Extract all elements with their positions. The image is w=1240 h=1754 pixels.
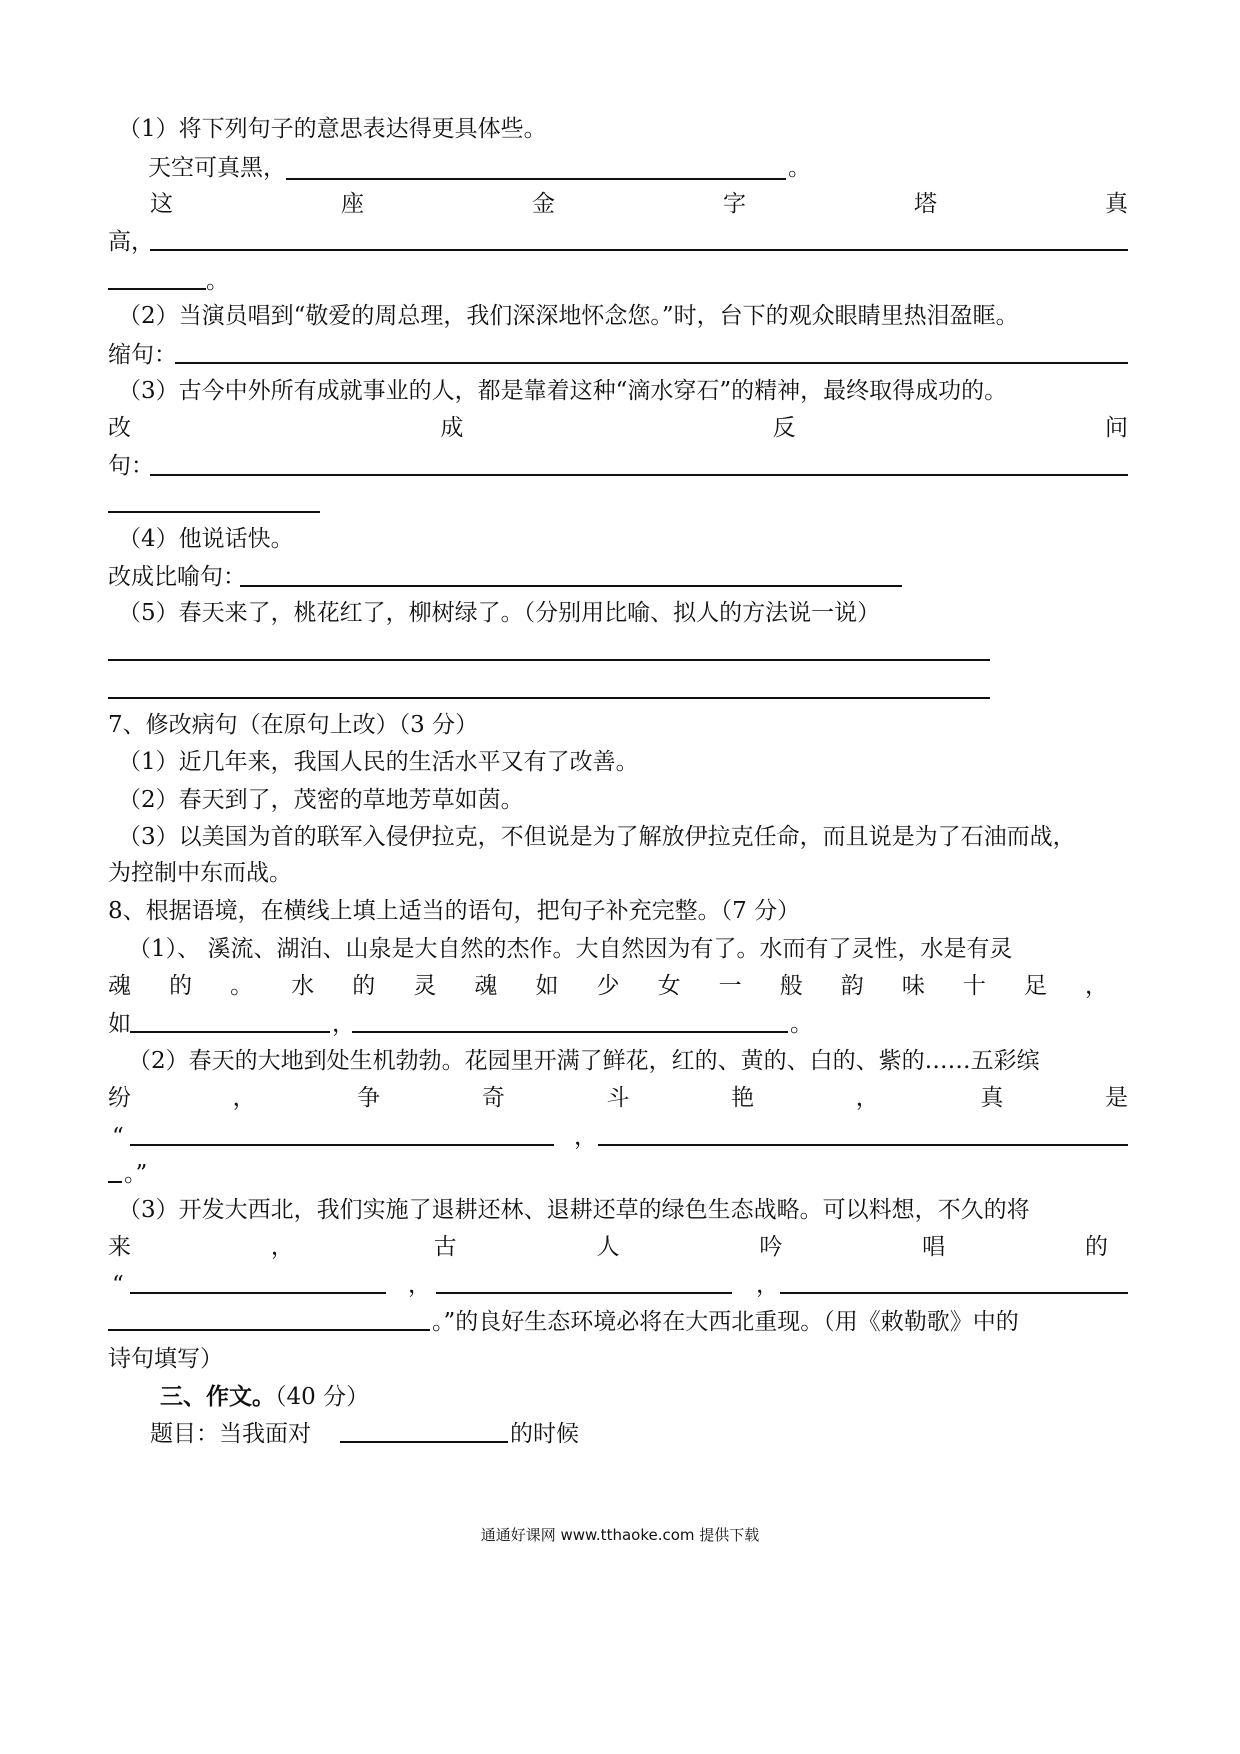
s8-q3-spread-line xyxy=(108,1232,1108,1262)
s8-q2-comma: ， xyxy=(574,1124,597,1150)
s8-title: 8、根据语境，在横线上填上适当的语句，把句子补充完整。（7 分） xyxy=(108,898,801,924)
char: 艳 xyxy=(731,1085,755,1111)
s8-q2-answer-line-2[interactable] xyxy=(598,1144,1128,1146)
footer-text: 通通好课网 www.tthaoke.com 提供下载 xyxy=(480,1526,760,1544)
char: 争 xyxy=(357,1085,381,1111)
topic-prefix: 题目：当我面对 xyxy=(150,1421,311,1447)
q1-b-answer-line-cont[interactable] xyxy=(108,288,206,290)
s8-q1-answer-line-2[interactable] xyxy=(352,1031,788,1033)
q1-a-answer-line[interactable] xyxy=(286,178,786,180)
s8-q2-answer-line-1[interactable] xyxy=(130,1144,554,1146)
s8-q3-answer-line-2[interactable] xyxy=(436,1292,732,1294)
char: 斗 xyxy=(606,1085,630,1111)
s8-q1-answer-line-1[interactable] xyxy=(130,1031,330,1033)
char: 魂 xyxy=(474,973,498,999)
char: 的 xyxy=(1084,1234,1108,1260)
s8-q2-end: 。” xyxy=(124,1161,148,1187)
char: ， xyxy=(855,1085,879,1111)
char: 十 xyxy=(962,973,986,999)
q4-title: （4）他说话快。 xyxy=(118,526,294,552)
char: 。 xyxy=(230,973,254,999)
char: 水 xyxy=(291,973,315,999)
q1-a-prefix: 天空可真黑， xyxy=(148,155,286,181)
char: 少 xyxy=(596,973,620,999)
section-score: （40 分） xyxy=(275,1384,370,1410)
q3-title: （3）古今中外所有成就事业的人，都是靠着这种“滴水穿石”的精神，最终取得成功的。 xyxy=(118,378,1008,404)
s8-q1-prefix: 如 xyxy=(108,1011,131,1037)
char: 真 xyxy=(1105,191,1128,217)
q5-title: （5）春天来了，桃花红了，柳树绿了。（分别用比喻、拟人的方法说一说） xyxy=(118,600,881,626)
char: 韵 xyxy=(840,973,864,999)
s8-q3-comma-2: ， xyxy=(756,1272,779,1298)
char: 改 xyxy=(108,415,131,441)
s8-q3-answer-line-3[interactable] xyxy=(780,1292,1128,1294)
q1-b-spread-line xyxy=(150,189,1128,219)
s8-q3-last: 诗句填写） xyxy=(108,1346,223,1372)
q2-label: 缩句： xyxy=(108,342,177,368)
s8-q1-line1: （1）、 溪流、湖泊、山泉是大自然的杰作。大自然因为有了。水而有了灵性，水是有灵 xyxy=(128,936,1013,962)
q2-answer-line[interactable] xyxy=(175,362,1128,364)
q3-answer-line-cont[interactable] xyxy=(108,511,320,513)
q2-title: （2）当演员唱到“敬爱的周总理，我们深深地怀念您。”时，台下的观众眼睛里热泪盈眶。 xyxy=(118,303,1019,329)
char: 魂 xyxy=(108,973,131,999)
char: 一 xyxy=(718,973,742,999)
char: 般 xyxy=(779,973,803,999)
section-heading-text: 三、作文。 xyxy=(160,1383,275,1410)
s8-q2-spread-line xyxy=(108,1083,1128,1113)
s7-item-1: （1）近几年来，我国人民的生活水平又有了改善。 xyxy=(118,749,639,775)
s8-q1-spread-line xyxy=(108,971,1108,1001)
q1-b-answer-line[interactable] xyxy=(150,249,1128,251)
char: 这 xyxy=(150,191,173,217)
char: 成 xyxy=(440,415,464,441)
char: 如 xyxy=(535,973,559,999)
q1-b-end: 。 xyxy=(206,268,229,294)
s8-q3-answer-line-1[interactable] xyxy=(130,1292,386,1294)
q1-a-end: 。 xyxy=(788,155,811,181)
char: ， xyxy=(232,1085,256,1111)
char: 是 xyxy=(1105,1085,1128,1111)
char: 唱 xyxy=(922,1234,946,1260)
char: 女 xyxy=(657,973,681,999)
topic-answer-line[interactable] xyxy=(340,1441,508,1443)
s8-q3-line1: （3）开发大西北，我们实施了退耕还林、退耕还草的绿色生态战略。可以料想，不久的将 xyxy=(118,1197,1030,1223)
s8-q2-answer-line-cont[interactable] xyxy=(108,1181,122,1183)
char: 纷 xyxy=(108,1085,131,1111)
s7-item-3-cont: 为控制中东而战。 xyxy=(108,860,292,886)
s8-q3-answer-line-4[interactable] xyxy=(108,1329,430,1331)
char: 反 xyxy=(772,415,796,441)
q4-label: 改成比喻句： xyxy=(108,564,246,590)
s8-q3-comma-1: ， xyxy=(408,1272,431,1298)
char: 的 xyxy=(169,973,193,999)
char: 字 xyxy=(723,191,746,217)
s8-q3-tail: 。”的良好生态环境必将在大西北重现。（用《敕勒歌》中的 xyxy=(432,1309,1019,1335)
char: 足 xyxy=(1023,973,1047,999)
q5-answer-line-1[interactable] xyxy=(108,659,990,661)
s7-item-2: （2）春天到了，茂密的草地芳草如茵。 xyxy=(118,787,524,813)
char: 来 xyxy=(108,1234,131,1260)
s8-q3-open-quote: “ xyxy=(112,1272,124,1298)
char: 吟 xyxy=(759,1234,783,1260)
q1-title: （1）将下列句子的意思表达得更具体些。 xyxy=(118,116,547,142)
q3-spread-line xyxy=(108,413,1128,443)
q3-label: 句： xyxy=(108,453,154,479)
char: 金 xyxy=(532,191,555,217)
s7-title: 7、修改病句（在原句上改）（3 分） xyxy=(108,712,479,738)
topic-suffix: 的时候 xyxy=(510,1421,579,1447)
q5-answer-line-2[interactable] xyxy=(108,697,990,699)
section-heading xyxy=(160,1382,369,1412)
char: 真 xyxy=(980,1085,1004,1111)
q1-b-prefix: 高， xyxy=(108,229,154,255)
q3-answer-line[interactable] xyxy=(150,474,1128,476)
char: 问 xyxy=(1104,415,1128,441)
char: ， xyxy=(270,1234,294,1260)
char: 的 xyxy=(352,973,376,999)
q4-answer-line[interactable] xyxy=(240,585,902,587)
char: 座 xyxy=(341,191,364,217)
char: 古 xyxy=(433,1234,457,1260)
s8-q1-comma: ， xyxy=(332,1011,355,1037)
char: 塔 xyxy=(914,191,937,217)
char: ， xyxy=(1085,973,1108,999)
char: 奇 xyxy=(481,1085,505,1111)
char: 人 xyxy=(596,1234,620,1260)
char: 味 xyxy=(901,973,925,999)
char: 灵 xyxy=(413,973,437,999)
s8-q1-end: 。 xyxy=(790,1011,813,1037)
s8-q2-open-quote: “ xyxy=(112,1124,124,1150)
s7-item-3: （3）以美国为首的联军入侵伊拉克，不但说是为了解放伊拉克任命，而且说是为了石油而战， xyxy=(118,824,1076,850)
s8-q2-line1: （2）春天的大地到处生机勃勃。花园里开满了鲜花，红的、黄的、白的、紫的……五彩缤 xyxy=(128,1048,1040,1074)
